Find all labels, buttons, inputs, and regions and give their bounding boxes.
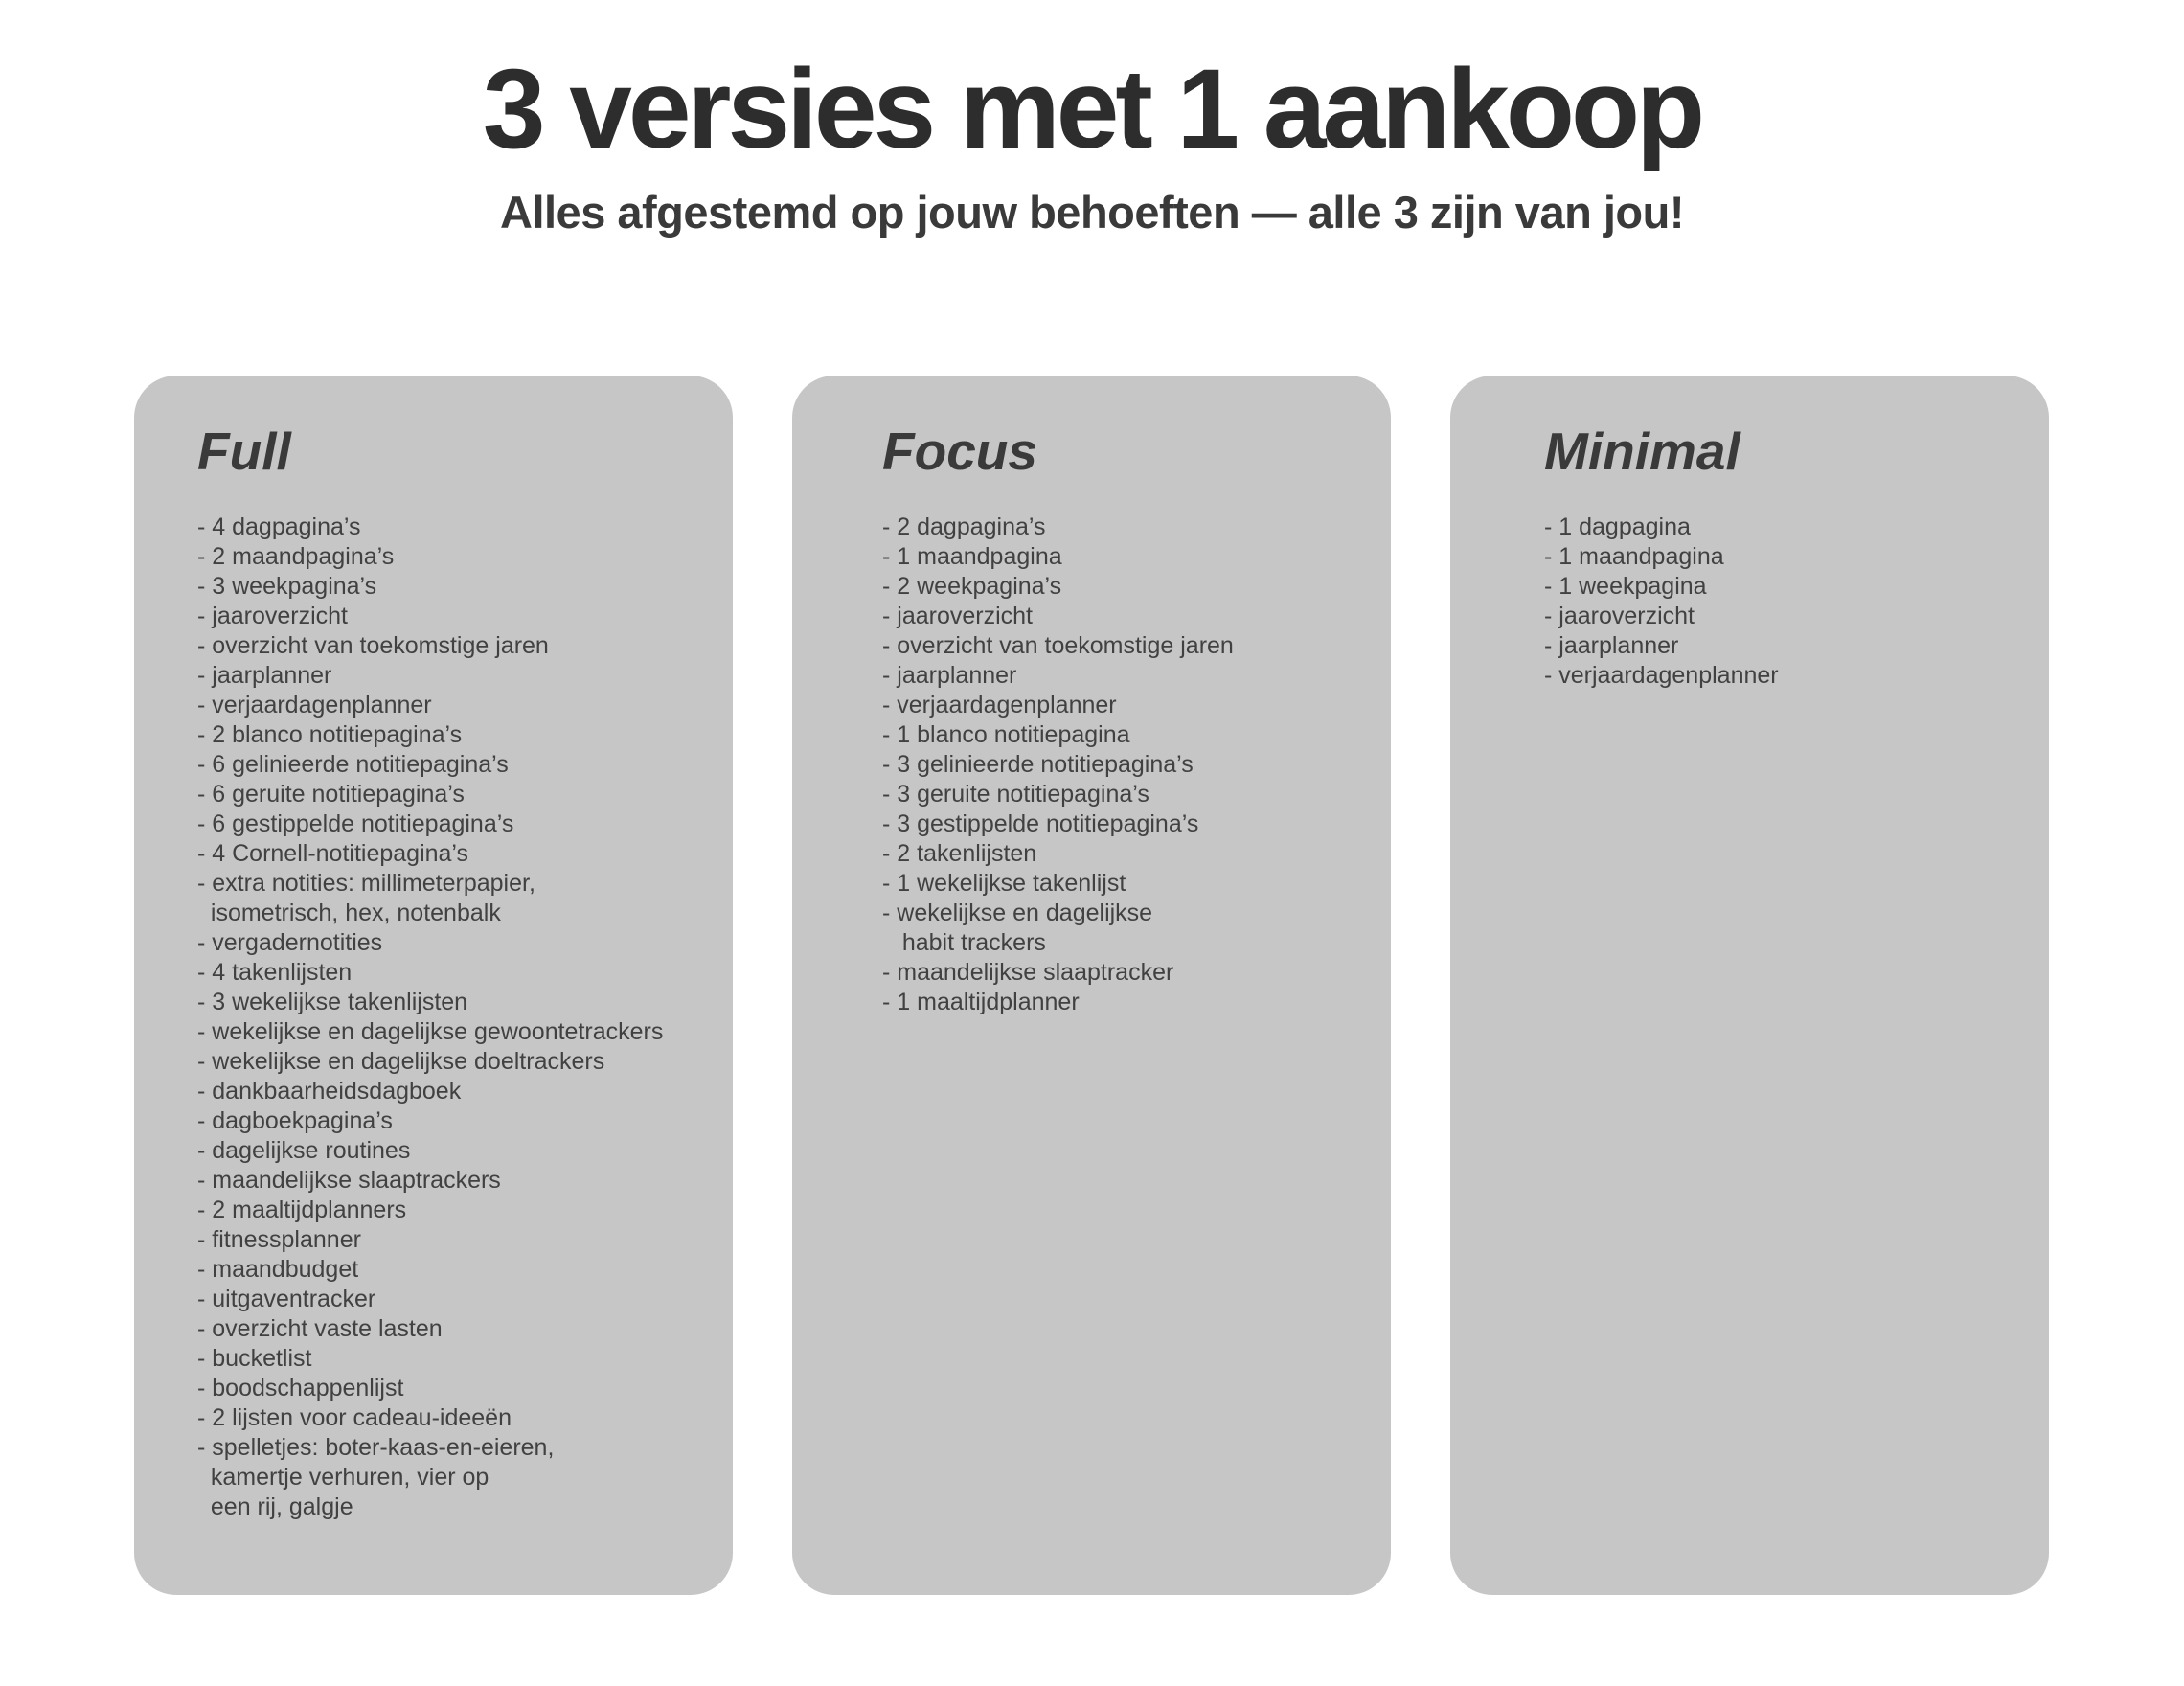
feature-line: - 1 maandpagina — [1544, 543, 1724, 570]
feature-line: habit trackers — [882, 929, 1046, 956]
card-title: Minimal — [1544, 422, 1740, 481]
feature-line: - 2 dagpagina’s — [882, 513, 1046, 540]
feature-line: - verjaardagenplanner — [882, 692, 1117, 718]
card-title: Full — [197, 422, 291, 481]
cards-row — [134, 376, 2049, 1595]
feature-line: - 1 blanco notitiepagina — [882, 721, 1130, 748]
feature-line: - verjaardagenplanner — [1544, 662, 1779, 689]
feature-line: - uitgaventracker — [197, 1286, 376, 1312]
feature-line: - 4 takenlijsten — [197, 959, 353, 986]
feature-line: - 2 maaltijdplanners — [197, 1196, 407, 1223]
feature-line: - maandbudget — [197, 1256, 359, 1283]
feature-line: - 6 geruite notitiepagina’s — [197, 781, 465, 808]
feature-line: - jaaroverzicht — [882, 603, 1033, 629]
feature-line: - fitnessplanner — [197, 1226, 361, 1253]
feature-line: - maandelijkse slaaptrackers — [197, 1167, 501, 1194]
card-title: Focus — [882, 422, 1037, 481]
version-card-minimal — [1450, 376, 2049, 1595]
page-title: 3 versies met 1 aankoop — [482, 46, 1702, 172]
feature-line: - 3 gelinieerde notitiepagina’s — [882, 751, 1194, 778]
feature-line: - 2 maandpagina’s — [197, 543, 395, 570]
feature-line: - wekelijkse en dagelijkse doeltrackers — [197, 1048, 605, 1075]
feature-line: - jaarplanner — [197, 662, 332, 689]
feature-line: - 3 wekelijkse takenlijsten — [197, 989, 468, 1015]
feature-line: - jaarplanner — [882, 662, 1017, 689]
feature-line: - 3 gestippelde notitiepagina’s — [882, 810, 1199, 837]
feature-line: - wekelijkse en dagelijkse gewoontetrackers — [197, 1018, 664, 1045]
version-card-full — [134, 376, 733, 1595]
feature-line: kamertje verhuren, vier op — [197, 1464, 489, 1491]
feature-line: - dankbaarheidsdagboek — [197, 1078, 462, 1105]
feature-line: - overzicht van toekomstige jaren — [882, 632, 1234, 659]
feature-line: een rij, galgje — [197, 1493, 353, 1520]
feature-line: - spelletjes: boter-kaas-en-eieren, — [197, 1434, 555, 1461]
feature-line: - 4 Cornell-notitiepagina’s — [197, 840, 469, 867]
feature-line: - 6 gestippelde notitiepagina’s — [197, 810, 514, 837]
header — [0, 48, 2184, 239]
feature-line: - boodschappenlijst — [197, 1375, 404, 1401]
card-feature-list — [882, 513, 1372, 1017]
feature-line: - 4 dagpagina’s — [197, 513, 361, 540]
feature-line: - vergadernotities — [197, 929, 383, 956]
feature-line: - 2 lijsten voor cadeau-ideeën — [197, 1404, 512, 1431]
feature-line: - 3 weekpagina’s — [197, 573, 377, 600]
feature-line: - 1 weekpagina — [1544, 573, 1707, 600]
feature-line: - 6 gelinieerde notitiepagina’s — [197, 751, 509, 778]
version-card-focus — [792, 376, 1391, 1595]
feature-line: - bucketlist — [197, 1345, 312, 1372]
feature-line: - 2 blanco notitiepagina’s — [197, 721, 463, 748]
feature-line: - 1 wekelijkse takenlijst — [882, 870, 1126, 897]
feature-line: - maandelijkse slaaptracker — [882, 959, 1174, 986]
feature-line: - wekelijkse en dagelijkse — [882, 900, 1153, 926]
feature-line: - verjaardagenplanner — [197, 692, 432, 718]
feature-line: - 2 takenlijsten — [882, 840, 1037, 867]
feature-line: - 1 maandpagina — [882, 543, 1062, 570]
feature-line: - dagboekpagina’s — [197, 1107, 393, 1134]
card-feature-list — [197, 513, 714, 1522]
feature-line: - 1 dagpagina — [1544, 513, 1691, 540]
feature-line: - jaaroverzicht — [197, 603, 348, 629]
feature-line: - 3 geruite notitiepagina’s — [882, 781, 1149, 808]
feature-line: isometrisch, hex, notenbalk — [197, 900, 501, 926]
feature-line: - 2 weekpagina’s — [882, 573, 1062, 600]
feature-line: - extra notities: millimeterpapier, — [197, 870, 535, 897]
feature-line: - jaaroverzicht — [1544, 603, 1695, 629]
feature-line: - dagelijkse routines — [197, 1137, 411, 1164]
feature-line: - 1 maaltijdplanner — [882, 989, 1080, 1015]
card-feature-list — [1544, 513, 2030, 691]
page-subtitle: Alles afgestemd op jouw behoeften — alle 3 zijn van jou! — [500, 186, 1684, 238]
feature-line: - overzicht vaste lasten — [197, 1315, 443, 1342]
feature-line: - overzicht van toekomstige jaren — [197, 632, 549, 659]
feature-line: - jaarplanner — [1544, 632, 1679, 659]
